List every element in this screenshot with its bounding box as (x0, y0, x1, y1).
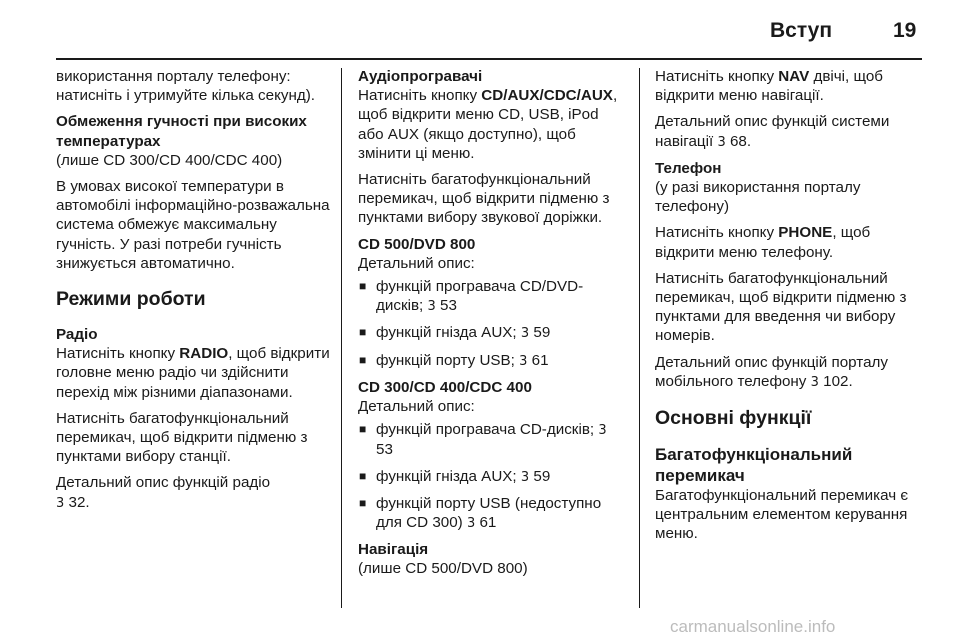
column-3 (655, 67, 925, 551)
bullet-icon: ■ (359, 352, 367, 367)
paragraph-nav: Натисніть кнопку NAV двічі, щоб відкрити меню навігації. (655, 68, 883, 105)
column-divider-1 (341, 68, 342, 608)
page-ref-icon: 3 (810, 374, 819, 390)
column-1 (56, 67, 332, 520)
key-nav: NAV (778, 68, 810, 85)
column-divider-2 (639, 68, 640, 608)
paragraph: Натисніть багатофункціональний перемикач, щоб відкрити підменю з пунктами вибору звукової доріжки. (358, 171, 610, 227)
page-header (0, 0, 960, 58)
list-item: ■ функцій гнізда AUX; 3 59 (359, 467, 551, 485)
paragraph: використання порталу телефону: натисніть і утримуйте кілька секунд). (56, 68, 316, 105)
list-item: ■ функцій програвача CD-дисків; 3 53 (359, 421, 607, 459)
paragraph: В умовах високої температури в автомобілі інформаційно-розважальна система обмежує максимальну гучність. У разі потреби гучність знижується автоматично. (56, 178, 330, 272)
paragraph: Детальний опис: (358, 398, 475, 416)
heading-cd500-dvd800: CD 500/DVD 800 (358, 235, 476, 253)
list-cd (358, 420, 624, 533)
heading-cd300-cd400: CD 300/CD 400/CDC 400 (358, 378, 532, 396)
bullet-icon: ■ (359, 422, 367, 437)
page-ref-icon: 3 (717, 134, 726, 150)
paragraph: Багатофункціональний перемикач є центральним елементом керування меню. (655, 487, 909, 543)
paragraph-radio: Натисніть кнопку RADIO, щоб відкрити головне меню радіо чи здійснити перехід між різними діапазонами. (56, 345, 330, 401)
list-dvd (358, 277, 624, 371)
page-ref-icon: 3 (520, 326, 530, 342)
heading-temperature-limit: Обмеження гучності при високих температурах (56, 113, 307, 150)
paragraph: (лише CD 500/DVD 800) (358, 560, 528, 578)
watermark: carmanualsonline.info (670, 617, 836, 636)
paragraph: (у разі використання порталу телефону) (655, 179, 861, 216)
key-cd-aux: CD/AUX/CDC/AUX (481, 87, 613, 105)
paragraph: (лише CD 300/CD 400/CDC 400) (56, 151, 283, 169)
heading-navigation: Навігація (358, 541, 429, 559)
list-item: ■ функцій програвача CD/DVD-дисків; 3 53 (359, 278, 584, 315)
page-ref-icon: 3 (466, 516, 476, 532)
paragraph: Натисніть багатофункціональний перемикач, щоб відкрити підменю з пунктами для введення чи вибору номерів. (655, 269, 907, 345)
header-title: Вступ (770, 19, 833, 42)
paragraph-phone-ref: Детальний опис функцій порталу мобільного телефону 3 102. (655, 353, 888, 390)
heading-audio-players: Аудіопрогравачі (358, 68, 483, 85)
heading-radio: Радіо (56, 326, 98, 344)
column-2 (358, 67, 624, 586)
paragraph-phone: Натисніть кнопку PHONE, щоб відкрити меню телефону. (655, 224, 871, 261)
page-ref-icon: 3 (56, 495, 65, 511)
list-item: ■ функцій порту USB; 3 61 (359, 351, 549, 369)
bullet-icon: ■ (359, 468, 367, 483)
page-number: 19 (893, 19, 917, 42)
key-phone: PHONE (778, 224, 833, 242)
bullet-icon: ■ (359, 279, 367, 294)
paragraph-radio-ref: Детальний опис функцій радіо 3 32. (56, 474, 271, 511)
paragraph-audio: Натисніть кнопку CD/AUX/CDC/AUX, щоб відкрити меню CD, USB, iPod або AUX (якщо доступно), щоб змінити ці меню. (358, 87, 618, 162)
paragraph-nav-ref: Детальний опис функцій системи навігації 3 68. (655, 113, 890, 150)
paragraph: Натисніть багатофункціональний перемикач, щоб відкрити підменю з пунктами вибору станції. (56, 409, 308, 466)
page-ref-icon: 3 (427, 299, 436, 315)
heading-basic-functions: Основні функції (655, 407, 812, 430)
bullet-icon: ■ (359, 495, 367, 510)
heading-multifunction-knob: Багатофункціональний перемикач (655, 445, 853, 486)
bullet-icon: ■ (359, 325, 367, 340)
heading-phone: Телефон (655, 159, 722, 177)
heading-operating-modes: Режими роботи (56, 288, 206, 311)
paragraph: Детальний опис: (358, 254, 475, 272)
page-ref-icon: 3 (520, 469, 530, 485)
page-ref-icon: 3 (598, 423, 607, 439)
key-radio: RADIO (179, 345, 229, 363)
page-ref-icon: 3 (519, 353, 528, 369)
list-item: ■ функцій гнізда AUX; 3 59 (359, 324, 551, 342)
header-rule (56, 58, 922, 60)
list-item: ■ функцій порту USB (недоступно для CD 300) 3 61 (359, 494, 602, 532)
